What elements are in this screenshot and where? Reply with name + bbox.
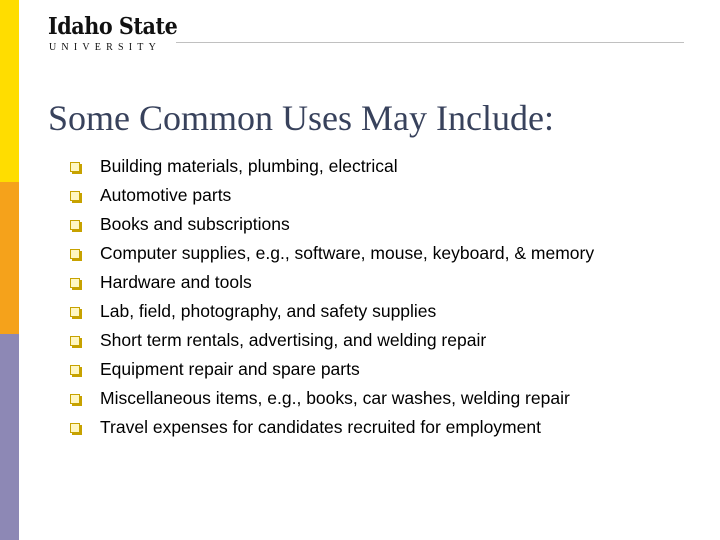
square-bullet-icon xyxy=(70,220,80,230)
square-bullet-icon xyxy=(70,191,80,201)
square-bullet-icon xyxy=(70,162,80,172)
header-divider xyxy=(176,42,684,43)
side-color-bar xyxy=(0,0,19,540)
side-bar-purple-segment xyxy=(0,334,19,540)
bullet-text: Hardware and tools xyxy=(100,272,252,292)
square-bullet-icon xyxy=(70,307,80,317)
bullet-text: Building materials, plumbing, electrical xyxy=(100,156,398,176)
side-bar-yellow-segment xyxy=(0,0,19,182)
square-bullet-icon xyxy=(70,394,80,404)
bullet-text: Automotive parts xyxy=(100,185,232,205)
logo-wordmark: Idaho State xyxy=(48,13,178,40)
idaho-state-logo xyxy=(48,14,178,58)
bullet-text: Lab, field, photography, and safety supplies xyxy=(100,301,437,321)
square-bullet-icon xyxy=(70,278,80,288)
bullet-text: Computer supplies, e.g., software, mouse, keyboard, & memory xyxy=(100,243,595,263)
logo-subtitle: UNIVERSITY xyxy=(49,42,161,53)
bullet-text: Short term rentals, advertising, and welding repair xyxy=(100,330,487,350)
bullet-text: Miscellaneous items, e.g., books, car washes, welding repair xyxy=(100,388,570,408)
bullet-text: Equipment repair and spare parts xyxy=(100,359,360,379)
square-bullet-icon xyxy=(70,423,80,433)
square-bullet-icon xyxy=(70,336,80,346)
square-bullet-icon xyxy=(70,365,80,375)
bullet-text: Books and subscriptions xyxy=(100,214,290,234)
slide-title: Some Common Uses May Include: xyxy=(48,98,554,138)
side-bar-orange-segment xyxy=(0,182,19,334)
square-bullet-icon xyxy=(70,249,80,259)
bullet-text: Travel expenses for candidates recruited for employment xyxy=(100,417,541,437)
